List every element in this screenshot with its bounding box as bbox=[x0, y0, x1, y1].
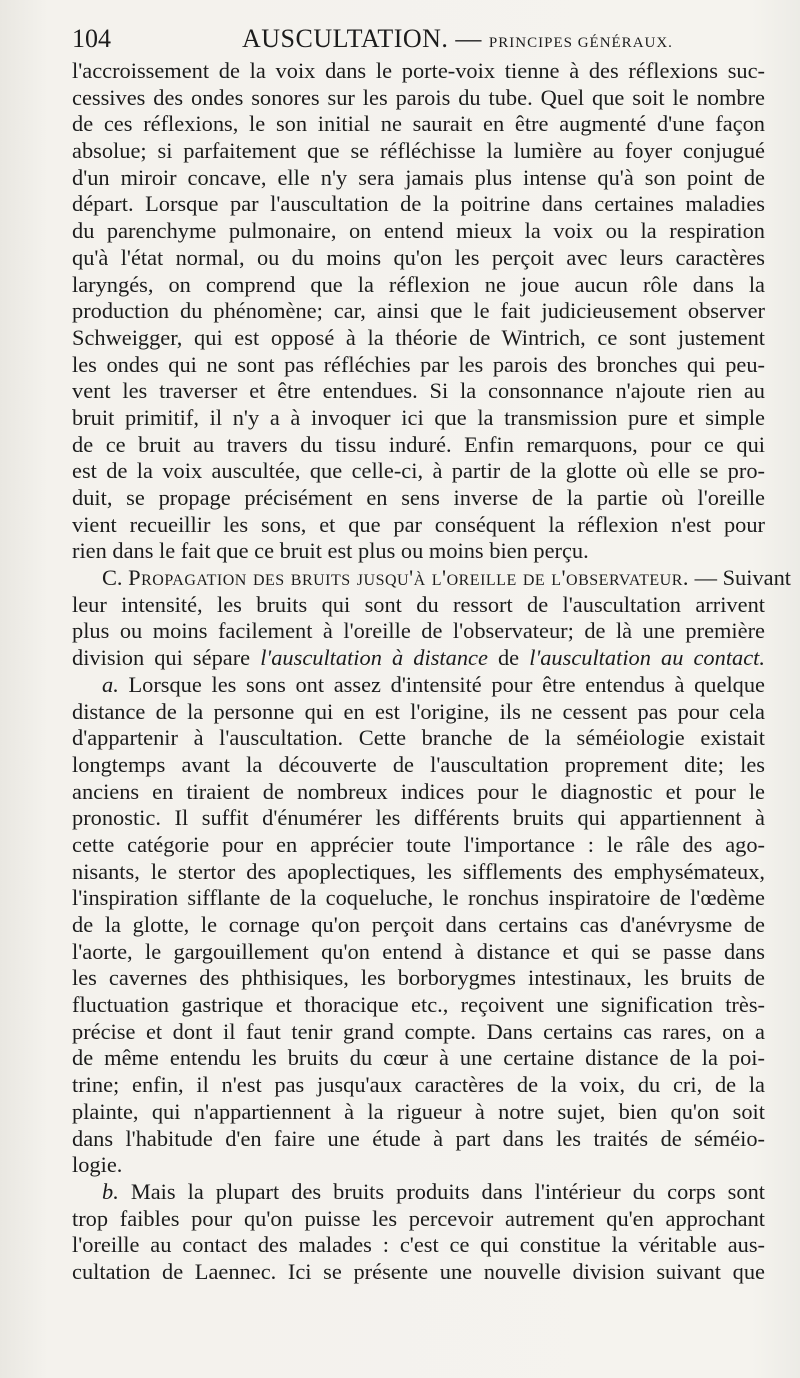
text-line: nisants, le stertor des apoplectiques, les sifflements des emphysémateux, bbox=[72, 858, 765, 884]
text-line: fluctuation gastrique et thoracique etc., reçoivent une signification très- bbox=[72, 992, 765, 1018]
text-line: cultation de Laennec. Ici se présente une nouvelle division suivant que bbox=[72, 1258, 765, 1284]
running-head bbox=[72, 22, 762, 56]
text-line: laryngés, on comprend que la réflexion ne joue aucun rôle dans la bbox=[72, 271, 765, 297]
text-line: bruit primitif, il n'y a à invoquer ici que la transmission pure et simple bbox=[72, 404, 765, 430]
text-line: trop faibles pour qu'on puisse les percevoir autrement qu'en approchant bbox=[72, 1205, 765, 1231]
text-line: l'accroissement de la voix dans le porte-voix tienne à des réflexions suc- bbox=[72, 58, 765, 83]
text-line: vient recueillir les sons, et que par conséquent la réflexion n'est pour bbox=[72, 511, 765, 537]
section-b-label: b. bbox=[102, 1178, 119, 1204]
text-line: l'oreille au contact des malades : c'est ce qui constitue la véritable aus- bbox=[72, 1232, 765, 1258]
body-text bbox=[72, 58, 791, 1286]
text-span: Lorsque les sons ont assez d'intensité pour être entendus à quelque bbox=[118, 671, 765, 697]
text-line: rien dans le fait que ce bruit est plus ou moins bien perçu. bbox=[72, 538, 589, 564]
text-line: plainte, qui n'appartiennent à la rigueur à notre sujet, bien qu'on soit bbox=[72, 1098, 765, 1124]
text-line: distance de la personne qui en est l'origine, ils ne cessent pas pour cela bbox=[72, 698, 765, 724]
running-head-title bbox=[242, 22, 673, 60]
text-line: cessives des ondes sonores sur les parois du tube. Quel que soit le nombre bbox=[72, 84, 765, 110]
text-line: départ. Lorsque par l'auscultation de la poitrine dans certaines maladies bbox=[72, 191, 765, 217]
text-line: dans l'habitude d'en faire une étude à part dans les traités de séméio- bbox=[72, 1125, 765, 1151]
page-number: 104 bbox=[72, 24, 111, 53]
italic-term: l'auscultation au contact. bbox=[529, 645, 765, 671]
section-a-label: a. bbox=[102, 671, 119, 697]
text-line: Schweigger, qui est opposé à la théorie de Wintrich, ce sont justement bbox=[72, 324, 765, 350]
text-span: de bbox=[487, 645, 530, 671]
text-line: production du phénomène; car, ainsi que le fait judicieusement observer bbox=[72, 298, 765, 324]
text-line bbox=[72, 645, 765, 672]
running-head-separator: — bbox=[448, 24, 489, 53]
text-line: de ce bruit au travers du tissu induré. Enfin remarquons, pour ce qui bbox=[72, 431, 765, 457]
text-line: de même entendu les bruits du cœur à une certaine distance de la poi- bbox=[72, 1045, 765, 1071]
text-line: qu'à l'état normal, ou du moins qu'on les perçoit avec leurs caractères bbox=[72, 244, 765, 270]
text-line: logie. bbox=[72, 1152, 123, 1178]
text-line: l'inspiration sifflante de la coqueluche, le ronchus inspiratoire de l'œdème bbox=[72, 885, 765, 911]
text-span: division qui sépare bbox=[72, 645, 261, 671]
text-line: pronostic. Il suffit d'énumérer les différents bruits qui appartiennent à bbox=[72, 805, 765, 831]
section-a-first-line bbox=[72, 672, 765, 699]
section-b-first-line bbox=[72, 1179, 765, 1206]
section-c-label: C. bbox=[102, 565, 123, 591]
italic-term: l'auscultation à distance bbox=[260, 645, 488, 671]
section-c-heading-line bbox=[72, 565, 791, 592]
text-line: vent les traverser et être entendues. Si la consonnance n'ajoute rien au bbox=[72, 378, 765, 404]
text-line: d'un miroir concave, elle n'y sera jamais plus intense qu'à son point de bbox=[72, 164, 765, 190]
text-line: longtemps avant la découverte de l'auscultation proprement dite; les bbox=[72, 751, 765, 777]
text-span: Mais la plupart des bruits produits dans l'intérieur du corps sont bbox=[118, 1178, 765, 1204]
text-line: cette catégorie pour en apprécier toute l'importance : le râle des ago- bbox=[72, 831, 765, 857]
text-line: les ondes qui ne sont pas réfléchies par les parois des bronches qui peu- bbox=[72, 351, 765, 377]
text-line: l'aorte, le gargouillement qu'on entend à distance et qui se passe dans bbox=[72, 938, 765, 964]
text-line: d'appartenir à l'auscultation. Cette branche de la séméiologie existait bbox=[72, 725, 765, 751]
running-head-main: AUSCULTATION. bbox=[242, 24, 449, 53]
text-line: de ces réflexions, le son initial ne saurait en être augmenté d'une façon bbox=[72, 111, 765, 137]
section-c-dash: — bbox=[688, 565, 723, 591]
text-line: plus ou moins facilement à l'oreille de l'observateur; de là une première bbox=[72, 618, 765, 644]
text-line: précise et dont il faut tenir grand compte. Dans certains cas rares, on a bbox=[72, 1018, 765, 1044]
text-line: anciens en tiraient de nombreux indices pour le diagnostic et pour le bbox=[72, 778, 765, 804]
text-line: duit, se propage précisément en sens inverse de la partie où l'oreille bbox=[72, 485, 765, 510]
text-line: les cavernes des phthisiques, les borborygmes intestinaux, les bruits de bbox=[72, 965, 765, 991]
text-line: trine; enfin, il n'est pas jusqu'aux caractères de la voix, du cri, de la bbox=[72, 1072, 765, 1098]
section-c-heading: Propagation des bruits jusqu'à l'oreille de l'observateur. bbox=[128, 565, 689, 591]
text-line: du parenchyme pulmonaire, on entend mieux la voix ou la respiration bbox=[72, 218, 765, 244]
running-head-subtitle: PRINCIPES GÉNÉRAUX. bbox=[488, 35, 673, 51]
text-line: absolue; si parfaitement que se réfléchisse la lumière au foyer conjugué bbox=[72, 138, 765, 164]
text-line: leur intensité, les bruits qui sont du ressort de l'auscultation arrivent bbox=[72, 591, 765, 617]
section-c-lead: Suivant bbox=[722, 565, 791, 591]
text-line: de la glotte, le cornage qu'on perçoit dans certains cas d'anévrysme de bbox=[72, 912, 765, 937]
text-line: est de la voix auscultée, que celle-ci, à partir de la glotte où elle se pro- bbox=[72, 458, 765, 484]
